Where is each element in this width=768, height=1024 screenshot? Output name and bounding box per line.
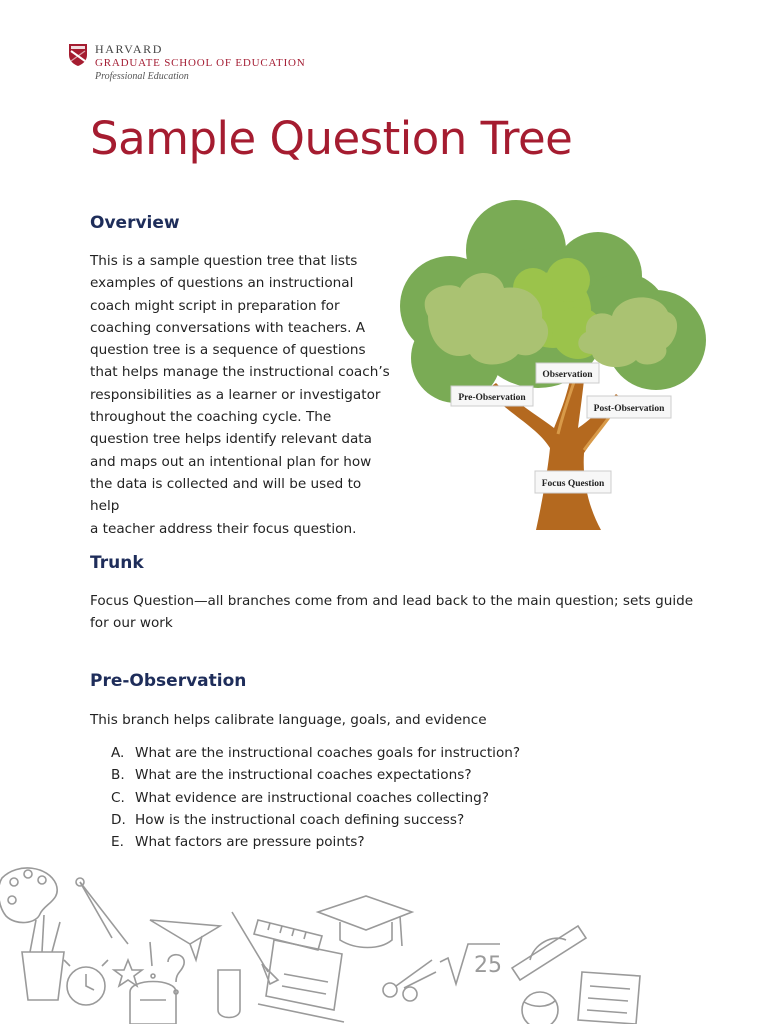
compass-icon [76,878,128,944]
overview-paragraph [90,250,390,540]
paper-plane-icon [150,920,220,960]
list-item [111,831,520,853]
overview-line: a teacher address their focus question. [90,520,357,537]
backpack-icon [130,982,176,1024]
list-item [111,764,520,786]
label-post-observation-text: Post-Observation [593,404,665,414]
overview-line: throughout the coaching cycle. The [90,409,332,426]
star-icon [114,960,142,986]
sports-ball-icon [522,992,558,1024]
overview-line: coach might script in preparation for [90,297,340,314]
list-item [111,787,520,809]
test-tube-icon [218,970,240,1018]
label-observation-text: Observation [542,370,593,380]
list-marker: D. [111,811,126,828]
page-title: Sample Question Tree [90,112,573,165]
overview-line: that helps manage the instructional coach’s [90,364,390,381]
school-doodles-decoration [0,860,768,1024]
exclamation-icon [150,942,155,978]
list-marker: B. [111,767,125,784]
trunk-line: for our work [90,615,173,632]
pre-observation-question-list [111,742,520,853]
overview-line: responsibilities as a learner or investigator [90,386,381,403]
scissors-icon [383,960,436,1001]
svg-text:25: 25 [474,953,502,978]
overview-line: examples of questions an instructional [90,275,354,292]
protractor-icon [512,926,586,980]
list-item-text: What are the instructional coaches goals for instruction? [135,745,521,761]
overview-line: the data is collected and will be used to help [90,475,362,515]
tree-label-observation [536,363,599,383]
tree-label-focus-question [535,471,611,493]
trunk-heading: Trunk [90,553,144,573]
overview-line: and maps out an intentional plan for how [90,453,372,470]
logo-division-text: Professional Education [95,71,189,82]
list-marker: A. [111,745,125,761]
question-tree-illustration [398,198,712,536]
overview-line: question tree helps identify relevant data [90,431,372,448]
laptop-icon [258,940,344,1022]
logo-harvard-text: HARVARD [95,42,164,56]
pencil-cup-icon [22,915,64,1000]
pre-observation-intro: This branch helps calibrate language, goals, and evidence [90,712,487,728]
trunk-paragraph [90,590,710,635]
graduation-cap-icon [318,896,412,948]
alarm-clock-icon [64,960,108,1005]
logo-school-text: GRADUATE SCHOOL OF EDUCATION [95,57,306,69]
overview-line: question tree is a sequence of questions [90,342,366,359]
question-mark-icon [168,955,184,994]
list-item-text: What factors are pressure points? [135,834,365,851]
list-item-text: What are the instructional coaches expectations? [135,767,472,784]
list-item-text: What evidence are instructional coaches collecting? [135,789,489,806]
list-item [111,742,520,764]
list-marker: C. [111,789,125,806]
tree-label-pre-observation [451,386,533,406]
harvard-shield-icon [68,43,88,67]
list-item-text: How is the instructional coach defining success? [135,811,465,828]
label-focus-question-text: Focus Question [541,479,605,489]
square-root-icon [440,944,502,984]
overview-heading: Overview [90,213,180,233]
palette-icon [0,868,57,923]
list-marker: E. [111,834,124,851]
label-pre-observation-text: Pre-Observation [458,393,526,403]
list-item [111,809,520,831]
ruler-icon [254,920,322,950]
tree-label-post-observation [587,396,671,418]
notebook-icon [578,972,640,1024]
pre-observation-heading: Pre-Observation [90,671,247,691]
trunk-line: Focus Question—all branches come from and lead back to the main question; sets guide [90,593,694,609]
overview-line: This is a sample question tree that lists [90,253,358,269]
overview-line: coaching conversations with teachers. A [90,319,366,336]
